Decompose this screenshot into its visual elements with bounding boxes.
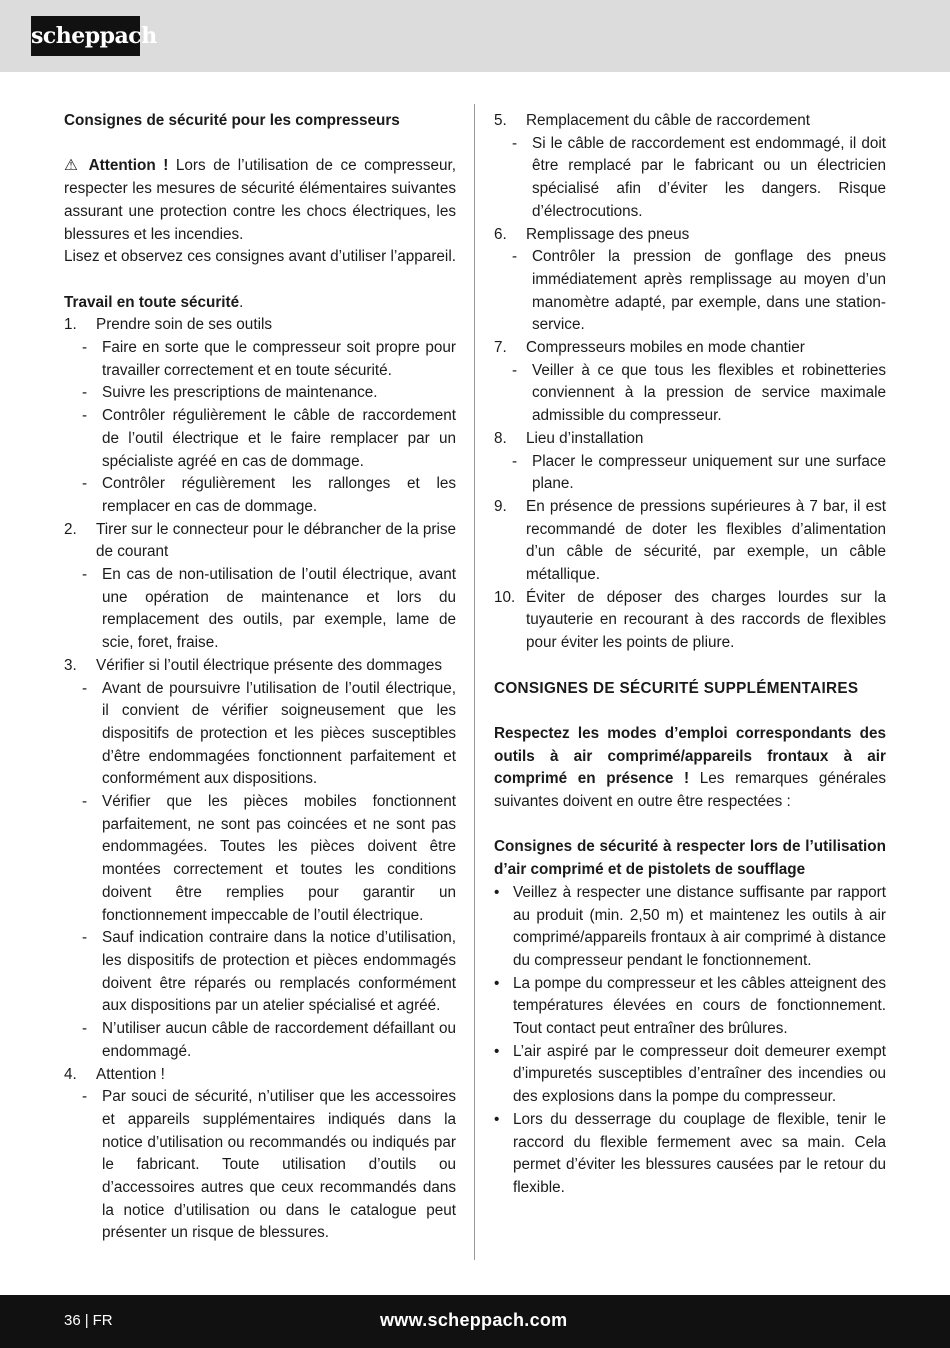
section-title: Consignes de sécurité pour les compresseurs <box>64 112 400 129</box>
read-instructions: Lisez et observez ces consignes avant d’utiliser l’appareil. <box>64 248 456 266</box>
list-item: 6. Remplissage des pneus - Contrôler la pression de gonflage des pneus immédiatement après remplissage au moyen d’un manomètre adapté, par exemple, dans une station-service. <box>494 225 886 334</box>
warning-icon: ⚠ <box>64 157 82 175</box>
header-bar <box>0 0 950 72</box>
footer-bar <box>0 1295 950 1348</box>
warning-label: Attention ! <box>88 157 169 175</box>
list-item: 5. Remplacement du câble de raccordement - Si le câble de raccordement est endommagé, il doit être remplacé par le fabricant ou un électricien spécialisé afin d’éviter les dangers. Risque d’électrocutions. <box>494 112 886 220</box>
warning-text: Lors de l’utilisation de ce compresseur, respecter les mesures de sécurité élémentaires suivantes assurant une protection contre les chocs électriques, les blessures et les incendies. <box>64 157 456 243</box>
website-link[interactable]: www.scheppach.com <box>380 1310 568 1330</box>
list-item: 4. Attention ! - Par souci de sécurité, n’utiliser que les accessoires et appareils supplémentaires indiqués dans la notice d’utilisation ou recommandés ou indiqués par le fabricant. Toute utilisation d’outils ou d’accessoires autres que ceux recommandés dans la notice d’utilisation ou dans le catalogue peut présenter un risque de blessures. <box>64 1065 456 1242</box>
air-section-title: Consignes de sécurité à respecter lors de l’utilisation d’air comprimé et de pistolets de soufflage <box>494 838 886 879</box>
right-column <box>494 110 886 1200</box>
list-item: 2. Tirer sur le connecteur pour le débrancher de la prise de courant - En cas de non-utilisation de l’outil électrique, avant une opération de maintenance et lors du remplacement des outils, par exemple, lame de scie, foret, fraise. <box>64 520 456 652</box>
warning-paragraph <box>64 155 456 246</box>
brand-logo: scheppach <box>31 16 140 56</box>
respect-paragraph: Respectez les modes d’emploi correspondants des outils à air comprimé/appareils frontaux à air comprimé en présence ! Les remarques générales suivantes doivent en outre être respectées : <box>494 724 887 811</box>
language-code: FR <box>92 1312 113 1329</box>
work-title: Travail en toute sécurité. <box>64 293 244 311</box>
supplementary-title: CONSIGNES DE SÉCURITÉ SUPPLÉMENTAIRES <box>494 679 859 697</box>
left-column <box>64 110 456 1245</box>
page-number: 36 | FR <box>64 1312 113 1329</box>
bullet-item: • La pompe du compresseur et les câbles atteignent des températures élevées en cours de fonctionnement. Tout contact peut entraîner des brûlures. <box>494 974 886 1038</box>
list-item: 7. Compresseurs mobiles en mode chantier - Veiller à ce que tous les flexibles et robinetteries conviennent à la pression de service maximale admissible du compresseur. <box>494 339 886 425</box>
bullet-item: • Lors du desserrage du couplage de flexible, tenir le raccord du flexible fermement avec sa main. Cela permet d’éviter les blessures causées par le retour du flexible. <box>494 1110 886 1196</box>
list-item: 9. En présence de pressions supérieures à 7 bar, il est recommandé de doter les flexibles d’alimentation d’un câble de sécurité, par exemple, un câble métallique. <box>494 497 886 584</box>
list-item: 8. Lieu d’installation - Placer le compresseur uniquement sur une surface plane. <box>494 429 886 493</box>
column-divider <box>474 104 475 1260</box>
list-item: 10. Éviter de déposer des charges lourdes sur la tuyauterie en recourant à des raccords de flexibles pour éviter les points de pliure. <box>494 588 886 652</box>
bullet-item: • L’air aspiré par le compresseur doit demeurer exempt d’impuretés susceptibles d’entraîner des incendies ou des explosions dans la pompe du compresseur. <box>494 1042 886 1106</box>
list-item: 3. Vérifier si l’outil électrique présente des dommages - Avant de poursuivre l’utilisation de l’outil électrique, il convient de vérifier soigneusement que les dispositifs de protection et les pièces susceptibles d’être endommagées fonctionnent parfaitement et conformément aux dispositions. - Vérifier que les pièces mobiles fonctionnent parfaitement, ne sont pas coincées et ne sont pas endommagées. Toutes les pièces doivent être montées correctement et toutes les conditions doivent être remplies pour garantir un fonctionnement impeccable de l’outil électrique. - Sauf indication contraire dans la notice d’utilisation, les dispositifs de protection et pièces endommagés doivent être réparés ou remplacés conformément aux dispositions par un atelier spécialisé et agréé. - N’utiliser aucun câble de raccordement défaillant ou endommagé. <box>64 656 456 1060</box>
bullet-item: • Veillez à respecter une distance suffisante par rapport au produit (min. 2,50 m) et maintenez les outils à air comprimé/appareils frontaux à air comprimé à distance du compresseur pendant le fonctionnement. <box>494 883 886 969</box>
list-item: 1. Prendre soin de ses outils - Faire en sorte que le compresseur soit propre pour travailler correctement et en toute sécurité. - Suivre les prescriptions de maintenance. - Contrôler régulièrement le câble de raccordement de l’outil électrique et le faire remplacer par un spécialiste agréé en cas de dommage. - Contrôler régulièrement les rallonges et les remplacer en cas de dommage. <box>64 316 456 515</box>
